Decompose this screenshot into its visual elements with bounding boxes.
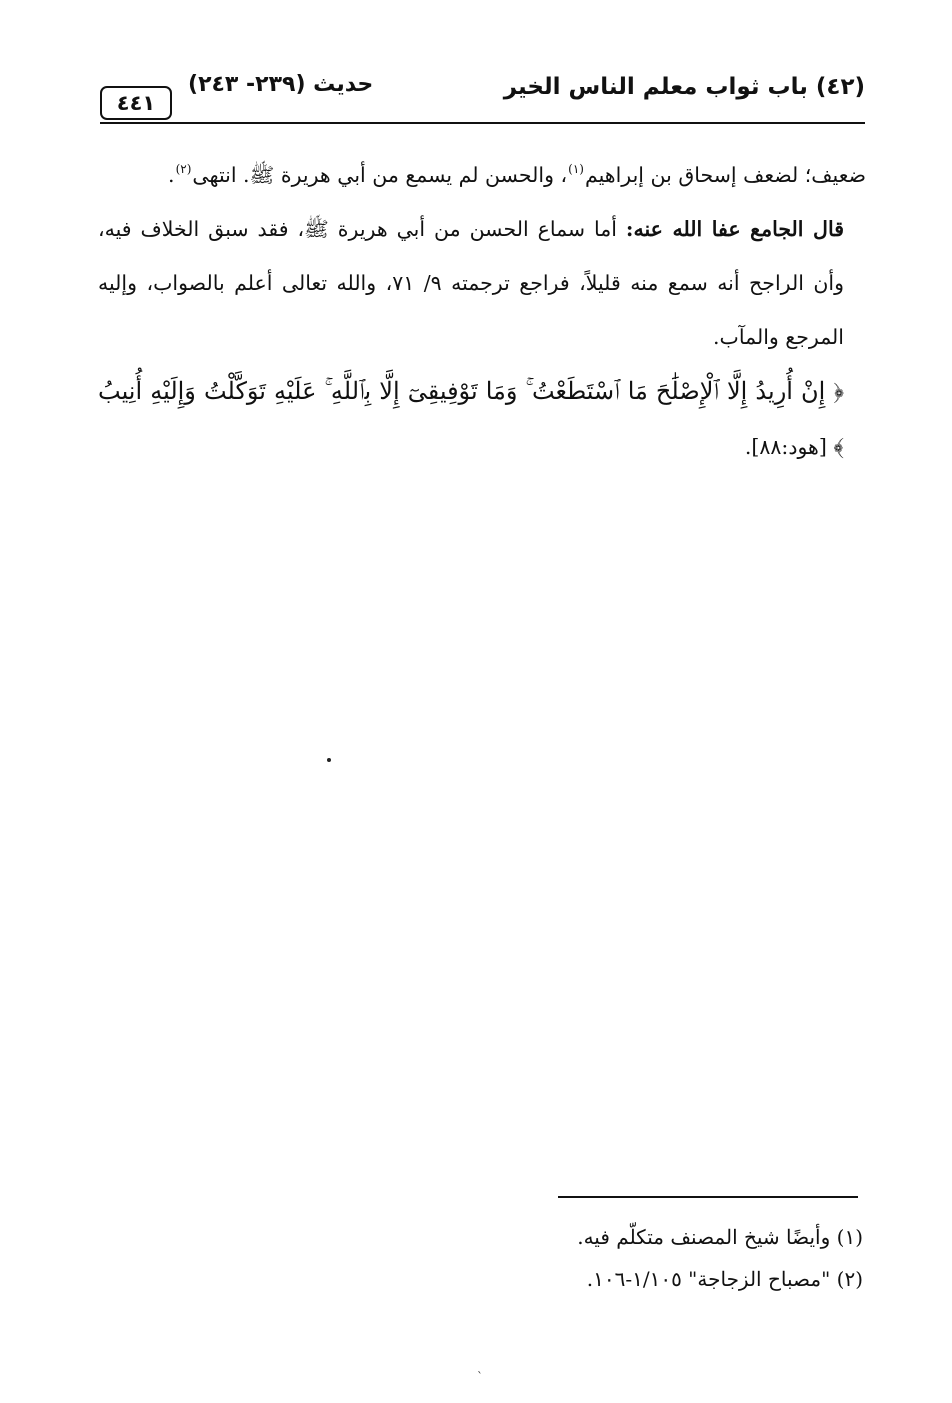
chapter-title: (٤٢) باب ثواب معلم الناس الخير (503, 74, 865, 100)
footnote-ref-2: (٢) (175, 162, 192, 176)
footnotes (98, 1216, 863, 1300)
paragraph-2-text: أما سماع الحسن من أبي هريرة ﷺ، فقد سبق الخلاف فيه، وأن الراجح أنه سمع منه قليلاً، فراجع ترجمته ٩/ ٧١، والله تعالى أعلم بالصواب، وإليه المرجع والمآب. (98, 217, 844, 349)
hadith-range: حديث (٢٣٩- ٢٤٣) (188, 72, 374, 97)
paragraph-1 (98, 148, 866, 202)
quran-verse: ﴿ إِنْ أُرِيدُ إِلَّا ٱلْإِصْلَٰحَ مَا ٱسْتَطَعْتُ ۚ وَمَا تَوْفِيقِىٓ إِلَّا بِٱللَّهِ ۚ عَلَيْهِ تَوَكَّلْتُ وَإِلَيْهِ أُنِيبُ ﴾ (98, 377, 844, 460)
paragraph-2-lead: قال الجامع عفا الله عنه: (625, 217, 844, 241)
main-text (98, 148, 866, 474)
footnote-1: (١) وأيضًا شيخ المصنف متكلّم فيه. (577, 1225, 863, 1249)
page-number: ٤٤١ (100, 86, 172, 120)
page-header (100, 66, 865, 126)
footnote-ref-1: (١) (568, 162, 584, 176)
footnote-2: (٢) "مصباح الزجاجة" ١/١٠٥-١٠٦. (586, 1267, 863, 1291)
paragraph-1-text-a: ضعيف؛ لضعف إسحاق بن إبراهيم (584, 163, 866, 187)
paragraph-3 (98, 364, 866, 474)
header-divider (100, 122, 865, 124)
paragraph-1-text-c: . (168, 163, 175, 187)
stray-dot (327, 758, 331, 762)
stray-mark: ˋ (477, 1370, 483, 1384)
paragraph-1-text-b: ، والحسن لم يسمع من أبي هريرة ﷺ. انتهى (192, 163, 568, 187)
footnote-divider (558, 1196, 858, 1198)
verse-citation: [هود:٨٨]. (744, 435, 834, 459)
paragraph-2 (98, 202, 866, 364)
